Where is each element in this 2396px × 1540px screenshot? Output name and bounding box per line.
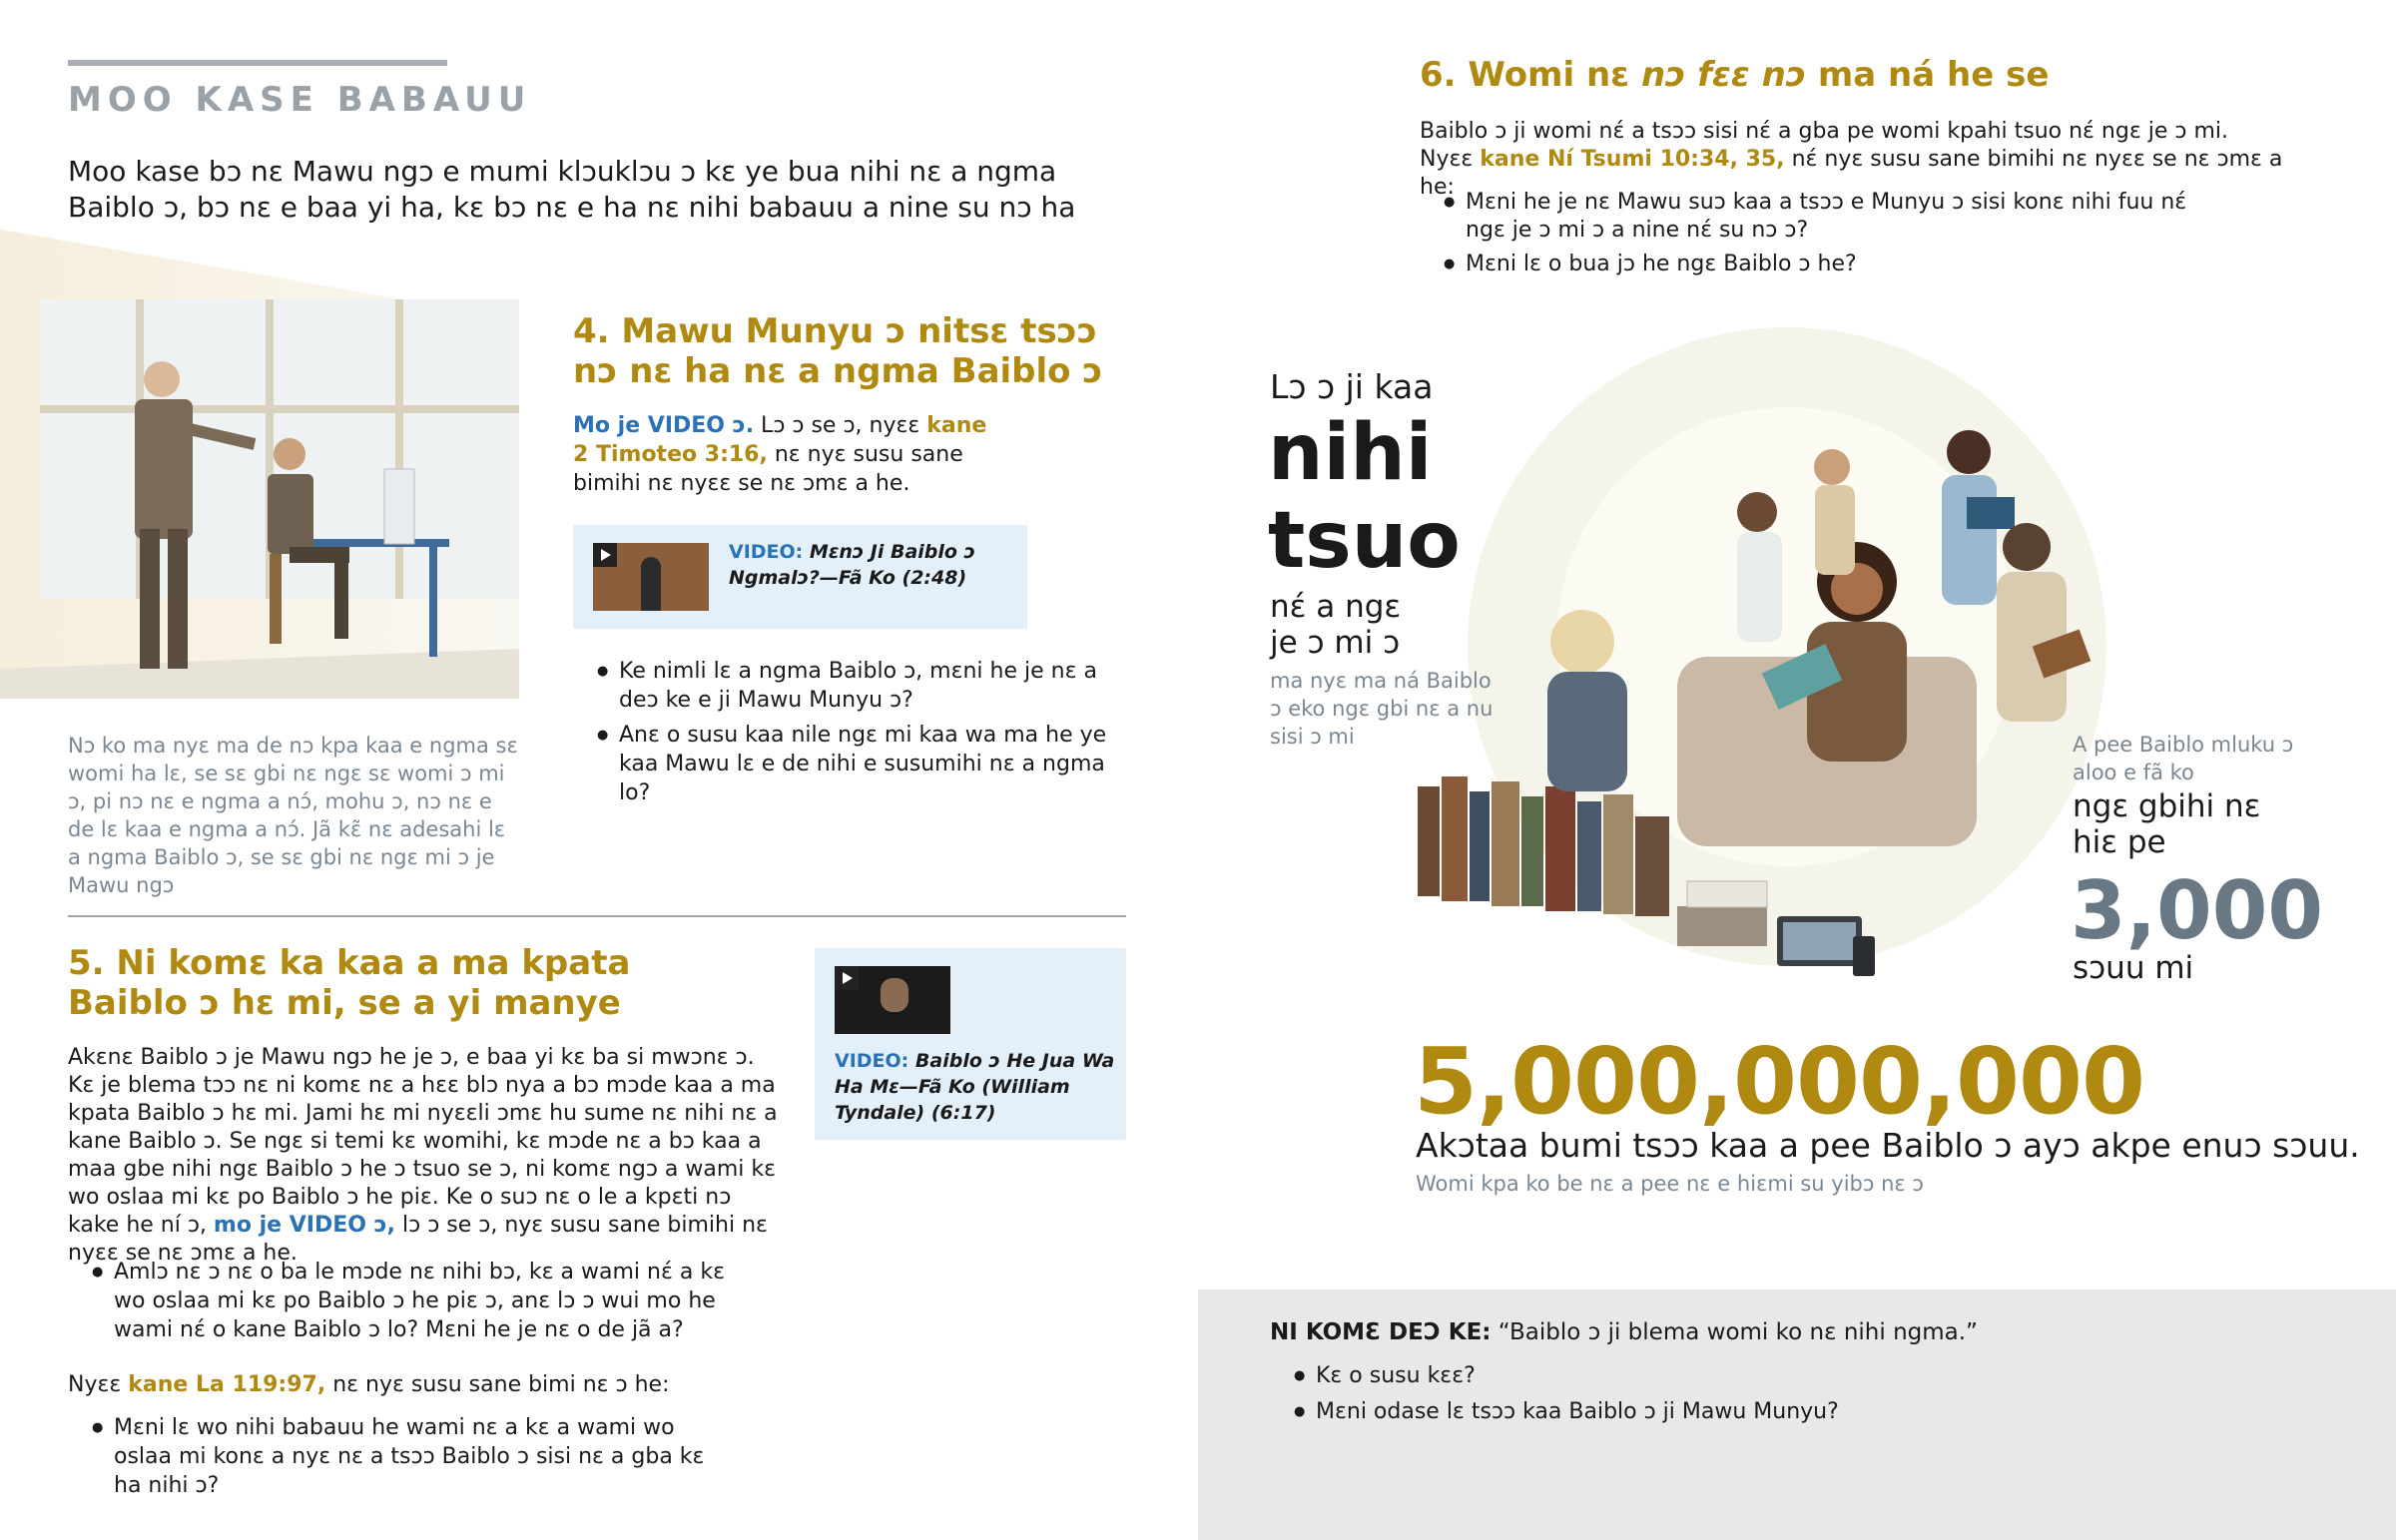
title-part: nɔ fɛɛ nɔ xyxy=(1640,55,1806,95)
video-title: Mɛnɔ Ji Baiblo ɔ Ngmalɔ?—Fã Ko (2:48) xyxy=(729,541,975,589)
body-text: nɛ́ nyɛ susu sane bimihi nɛ nyɛɛ se nɛ ɔmɛ a he: xyxy=(1420,147,2283,200)
section5-read xyxy=(68,1371,787,1399)
read-text: nɛ nyɛ susu sane bimi nɛ ɔ he: xyxy=(325,1372,670,1397)
section-divider xyxy=(68,915,1126,917)
list-item: ● Mɛni lɛ o bua jɔ he ngɛ Baiblo ɔ he? xyxy=(1444,251,2232,278)
video-title: Baiblo ɔ He Jua Wa Ha Mɛ—Fã Ko (William Tyndale) (6:17) xyxy=(835,1050,1115,1124)
intro-rule xyxy=(68,60,447,66)
presenter-figure xyxy=(641,557,661,611)
lead-text: Lɔ ɔ se ɔ, nyɛɛ xyxy=(754,413,927,438)
video-label: VIDEO: xyxy=(729,541,804,563)
stat-left-big1: nihi xyxy=(1268,408,1433,498)
list-item: ● Anɛ o susu kaa nile ngɛ mi kaa wa ma he ye kaa Mawu lɛ e de nihi e susumihi nɛ a ngma lo? xyxy=(597,721,1116,807)
video-link[interactable]: Mo je VIDEO ɔ. xyxy=(573,413,755,438)
read-text: Nyɛɛ xyxy=(68,1372,129,1397)
stat-right-end: sɔuu mi xyxy=(2073,950,2194,986)
stat-right-small: A pee Baiblo mluku ɔ aloo e fã ko xyxy=(2073,733,2294,784)
scripture-link-la-119-97[interactable]: kane La 119:97, xyxy=(128,1372,326,1397)
discussion-label: NI KOMƐ DEƆ KE: xyxy=(1270,1319,1492,1345)
office-illustration xyxy=(0,230,519,719)
section4-title-line2: nɔ nɛ ha nɛ a ngma Baiblo ɔ xyxy=(573,351,1103,391)
list-item: ● Mɛni odase lɛ tsɔɔ kaa Baiblo ɔ ji Mawu Munyu? xyxy=(1294,1397,2292,1427)
stat-copies-sub: Womi kpa ko be nɛ a pee nɛ e hiɛmi su yibɔ nɛ ɔ xyxy=(1416,1172,1924,1196)
section6-title xyxy=(1420,55,2318,95)
section4-title xyxy=(573,311,1132,391)
list-item: ● Amlɔ nɛ ɔ nɛ o ba le mɔde nɛ nihi bɔ, kɛ a wami nɛ́ a kɛ wo oslaa mi kɛ po Baiblo ɔ he piɛ ɔ, anɛ lɔ ɔ wui mo he wami nɛ́ o kane Baiblo ɔ lo? Mɛni he je nɛ o de jã a? xyxy=(92,1258,731,1344)
body-text: Akɛnɛ Baiblo ɔ je Mawu ngɔ he je ɔ, e baa yi kɛ ba si mwɔnɛ ɔ. Kɛ je blema tɔɔ nɛ ni komɛ nɛ a hɛɛ blɔ nya a bɔ mɔde kaa a ma kpata Baiblo ɔ hɛ mi. Jami hɛ mi nyɛɛli ɔmɛ hu sume nɛ nihi nɛ a kane Baiblo ɔ. Se ngɛ si temi kɛ womihi, kɛ mɔde nɛ a bɔ kaa a maa gbe nihi ngɛ Baiblo ɔ he ɔ tsuo se ɔ, ni komɛ ngɔ a wami kɛ wo oslaa mi kɛ po Baiblo ɔ he piɛ. Ke o suɔ nɛ o le a kpɛti nɔ kake he ní ɔ, xyxy=(68,1045,778,1238)
play-icon[interactable] xyxy=(593,543,617,567)
body-text: Nyɛɛ xyxy=(1420,147,1481,172)
stat-languages-number: 3,000 xyxy=(2071,864,2324,957)
video-card-section5[interactable] xyxy=(815,948,1126,1140)
section5-body xyxy=(68,1044,787,1268)
section5-title-line1: 5. Ni komɛ ka kaa a ma kpata xyxy=(68,943,631,983)
video-thumbnail[interactable] xyxy=(593,543,709,611)
list-item: ● Ke nimli lɛ a ngma Baiblo ɔ, mɛni he je nɛ a deɔ ke e ji Mawu Munyu ɔ? xyxy=(597,657,1116,715)
section5-bullets-2 xyxy=(92,1413,731,1500)
video-thumbnail[interactable] xyxy=(835,966,950,1034)
section4-bullets xyxy=(597,657,1116,807)
section5-title xyxy=(68,943,767,1023)
stat-left-pre: Lɔ ɔ ji kaa xyxy=(1270,367,1434,406)
stat-left-mid1: nɛ́ a ngɛ xyxy=(1270,589,1402,625)
video-card-section4[interactable] xyxy=(573,525,1027,629)
body-text: lɔ ɔ se ɔ, nyɛ susu sane bimihi nɛ nyɛɛ se nɛ ɔmɛ a he. xyxy=(68,1213,768,1266)
intro-text: Moo kase bɔ nɛ Mawu ngɔ e mumi klɔuklɔu ɔ kɛ ye bua nihi nɛ a ngma Baiblo ɔ, bɔ nɛ e baa yi ha, kɛ bɔ nɛ e ha nɛ nihi babauu a nine su nɔ ha xyxy=(68,155,1076,224)
stat-right-mid: ngɛ gbihi nɛ hiɛ pe xyxy=(2073,788,2261,860)
discussion-panel xyxy=(1198,1289,2396,1540)
section6-bullets xyxy=(1444,189,2232,278)
list-item: ● Mɛni lɛ wo nihi babauu he wami nɛ a kɛ a wami wo oslaa mi konɛ a nyɛ nɛ a tsɔɔ Baiblo ɔ sisi nɛ a gba kɛ ha nihi ɔ? xyxy=(92,1413,731,1500)
discussion-quote: “Baiblo ɔ ji blema womi ko nɛ nihi ngma.” xyxy=(1498,1319,1978,1345)
stat-left-small: ma nyɛ ma ná Baiblo ɔ eko ngɛ gbi nɛ a nu sisi ɔ mi xyxy=(1270,669,1494,749)
list-item: ● Mɛni he je nɛ Mawu suɔ kaa a tsɔɔ e Munyu ɔ sisi konɛ nihi fuu nɛ́ ngɛ je ɔ mi ɔ a nine nɛ́ su nɔ ɔ? xyxy=(1444,189,2232,245)
video-caption xyxy=(729,539,1008,591)
section4-title-line1: 4. Mawu Munyu ɔ nitsɛ tsɔɔ xyxy=(573,311,1097,351)
title-part: ma ná he se xyxy=(1806,55,2050,95)
discussion-bullets xyxy=(1294,1361,2292,1427)
lead-text: nɛ nyɛ susu sane bimihi nɛ nyɛɛ se nɛ ɔmɛ a he. xyxy=(573,442,963,496)
office-caption: Nɔ ko ma nyɛ ma de nɔ kpa kaa e ngma sɛ womi ha lɛ, se sɛ gbi nɛ ngɛ sɛ womi ɔ mi ɔ, pi nɔ nɛ e ngma a nɔ́, mohu ɔ, nɔ nɛ e de lɛ kaa e ngma a nɔ́. Jã kɛ̃ nɛ adesahi lɛ a ngma Baiblo ɔ, se sɛ gbi nɛ ngɛ mi ɔ je Mawu ngɔ xyxy=(68,734,518,897)
discussion-heading xyxy=(1270,1317,2348,1347)
video-label: VIDEO: xyxy=(835,1050,909,1072)
title-part: 6. Womi nɛ xyxy=(1420,55,1641,95)
video-caption xyxy=(835,1048,1119,1126)
section4-lead xyxy=(573,411,1002,498)
stat-left-big2: tsuo xyxy=(1268,496,1461,586)
play-icon[interactable] xyxy=(835,966,859,990)
section6-body1: Baiblo ɔ ji womi nɛ́ a tsɔɔ sisi nɛ́ a gba pe womi kpahi tsuo nɛ́ ngɛ je ɔ mi. xyxy=(1420,119,2228,144)
intro-label: MOO KASE BABAUU xyxy=(68,80,532,120)
video-link[interactable]: mo je VIDEO ɔ, xyxy=(213,1213,396,1238)
stat-copies-number: 5,000,000,000 xyxy=(1414,1028,2144,1135)
scripture-link-ni-tsumi[interactable]: kane Ní Tsumi 10:34, 35, xyxy=(1480,147,1785,172)
stat-copies-text: Akɔtaa bumi tsɔɔ kaa a pee Baiblo ɔ ayɔ akpe enuɔ sɔuu. xyxy=(1416,1126,2360,1165)
stat-left-mid2: je ɔ mi ɔ xyxy=(1270,625,1401,661)
scripture-link-2-timoteo[interactable]: kane 2 Timoteo 3:16, xyxy=(573,413,987,467)
portrait-figure xyxy=(881,978,908,1012)
section5-title-line2: Baiblo ɔ hɛ mi, se a yi manye xyxy=(68,983,621,1023)
list-item: ● Kɛ o susu kɛɛ? xyxy=(1294,1361,2292,1391)
section5-bullets-1 xyxy=(92,1258,731,1344)
